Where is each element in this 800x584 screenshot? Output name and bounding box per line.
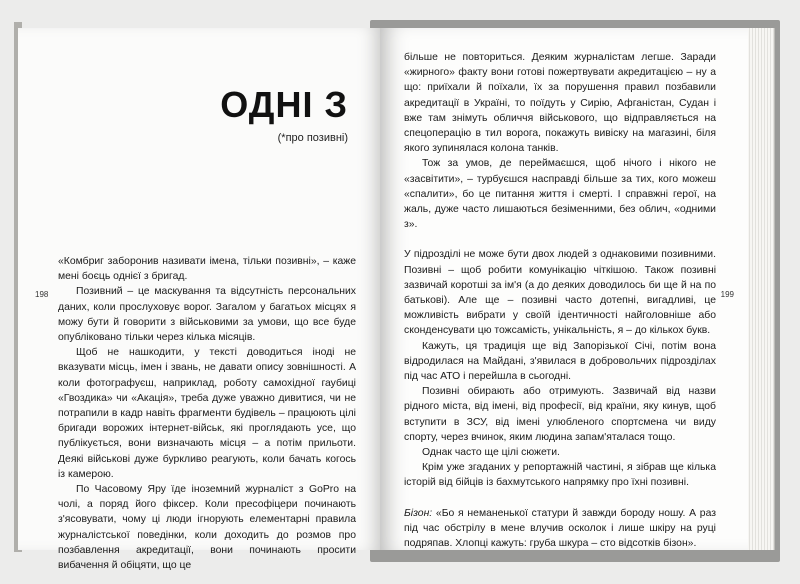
quote-paragraph bbox=[404, 506, 716, 552]
page-edges bbox=[746, 28, 775, 550]
open-book bbox=[18, 14, 780, 572]
paragraph: Щоб не нашкодити, у тексті доводиться іноді не вказувати місць, імен і звань, не давати опису зовнішності. А коли фотографуєш, наприклад, роботу самохідної гаубиці «Гвоздика» чи «Акація», треба дуже уважно дивитися, чи не потрапили в кадр навіть фрагменти будівель – працюють цілі бригади ворожих інтернет-військ, які проглядають усе, що публікується, вони визначають місця – а потім прильоти. Деякі військові дуже буркливо реагують, коли бачать когось із камерою. bbox=[58, 347, 356, 480]
left-page bbox=[18, 28, 380, 572]
page-number-left: 198 bbox=[35, 290, 49, 299]
paragraph: більше не повториться. Деяким журналістам легше. Заради «жирного» факту вони готові пожертвувати акредитацією – ну а що: приїхали й поїхали, їх за порушення правил позбавили акредитації в Україні, то поїдуть у Сирію, Афганістан, Судан і вже там знімуть обличчя військового, що відправляється на спецоперацію в тил ворога, покажуть вивіску на магазині, біля якого зупинялася колона танків. bbox=[404, 52, 716, 155]
paragraph: По Часовому Яру їде іноземний журналіст з GoPro на чолі, а поряд його фіксер. Коли пресофіцери починають з'ясовувати, чому ці люди ігнорують елементарні правила журналістської поведінки, коли доходить до розмов про позбавлення акредитації, вони починають просити вибачення й обіцяти, що це bbox=[58, 484, 356, 572]
chapter-title: ОДНІ З bbox=[220, 84, 348, 125]
paragraph: У підрозділі не може бути двох людей з однаковими позивними. Позивні – щоб робити комунікацію чіткішою. Також позивні зазвичай коротші за ім'я (а до деяких доводилось би ще й на по батькові). Але ще – позивні часто дотепні, вигадливі, це можливість вибрати у своїй ідентичності найголовніше або сконденсувати цю тожсамість, унікальність, я – до кількох букв. bbox=[404, 249, 716, 337]
paragraph: «Комбриг заборонив називати імена, тільки позивні», – каже мені боєць однієї з бригад. bbox=[58, 256, 356, 283]
paragraph: Позивні обирають або отримують. Зазвичай від назви рідного міста, від імені, від професії, від країни, яку кинув, щоб вступити в ЗСУ, від імені улюбленого спортсмена чи виду спорту, через вчинок, яким людина запам'яталася тощо. bbox=[404, 386, 716, 443]
paragraph: Однак часто ще цілі сюжети. bbox=[422, 447, 560, 459]
chapter-subtitle: (*про позивні) bbox=[277, 132, 348, 144]
page-number-right: 199 bbox=[720, 290, 734, 299]
paragraph: Тож за умов, де переймаєшся, щоб нічого і нікого не «засвітити», – турбуєшся насправді більше за тих, кого можеш «спалити», бо це питання життя і смерті. І справжні герої, на жаль, дуже часто лишаються безіменними, без облич, «одними з». bbox=[404, 158, 716, 231]
quote-text: «Бо я неманенької статури й завжди бороду ношу. А раз під час обстрілу в мене влучив осколок і лише шкіру на руці подряпав. Хлопці кажуть: груба шкура – сто відсотків бізон». bbox=[404, 507, 716, 550]
left-page-body bbox=[58, 254, 356, 573]
paragraph: Крім уже згаданих у репортажній частині, я зібрав ще кілька історій від бійців із бахмутського напрямку про їхні позивні. bbox=[404, 462, 716, 489]
quote-speaker: Бізон: bbox=[404, 507, 433, 519]
paragraph: Позивний – це маскування та відсутність персональних даних, коли прослуховує ворог. Загалом у багатьох місцях я можу бути й говорити з військовими за умови, що все буде опубліковано тільки через кілька місяців. bbox=[58, 286, 356, 344]
paragraph: Кажуть, ця традиція ще від Запорізької Січі, потім вона відродилася на Майдані, з'явилася в добровольчих підрозділах під час АТО і перейшла в сьогодні. bbox=[404, 340, 716, 383]
right-page-body bbox=[404, 50, 716, 551]
right-page bbox=[380, 28, 748, 550]
